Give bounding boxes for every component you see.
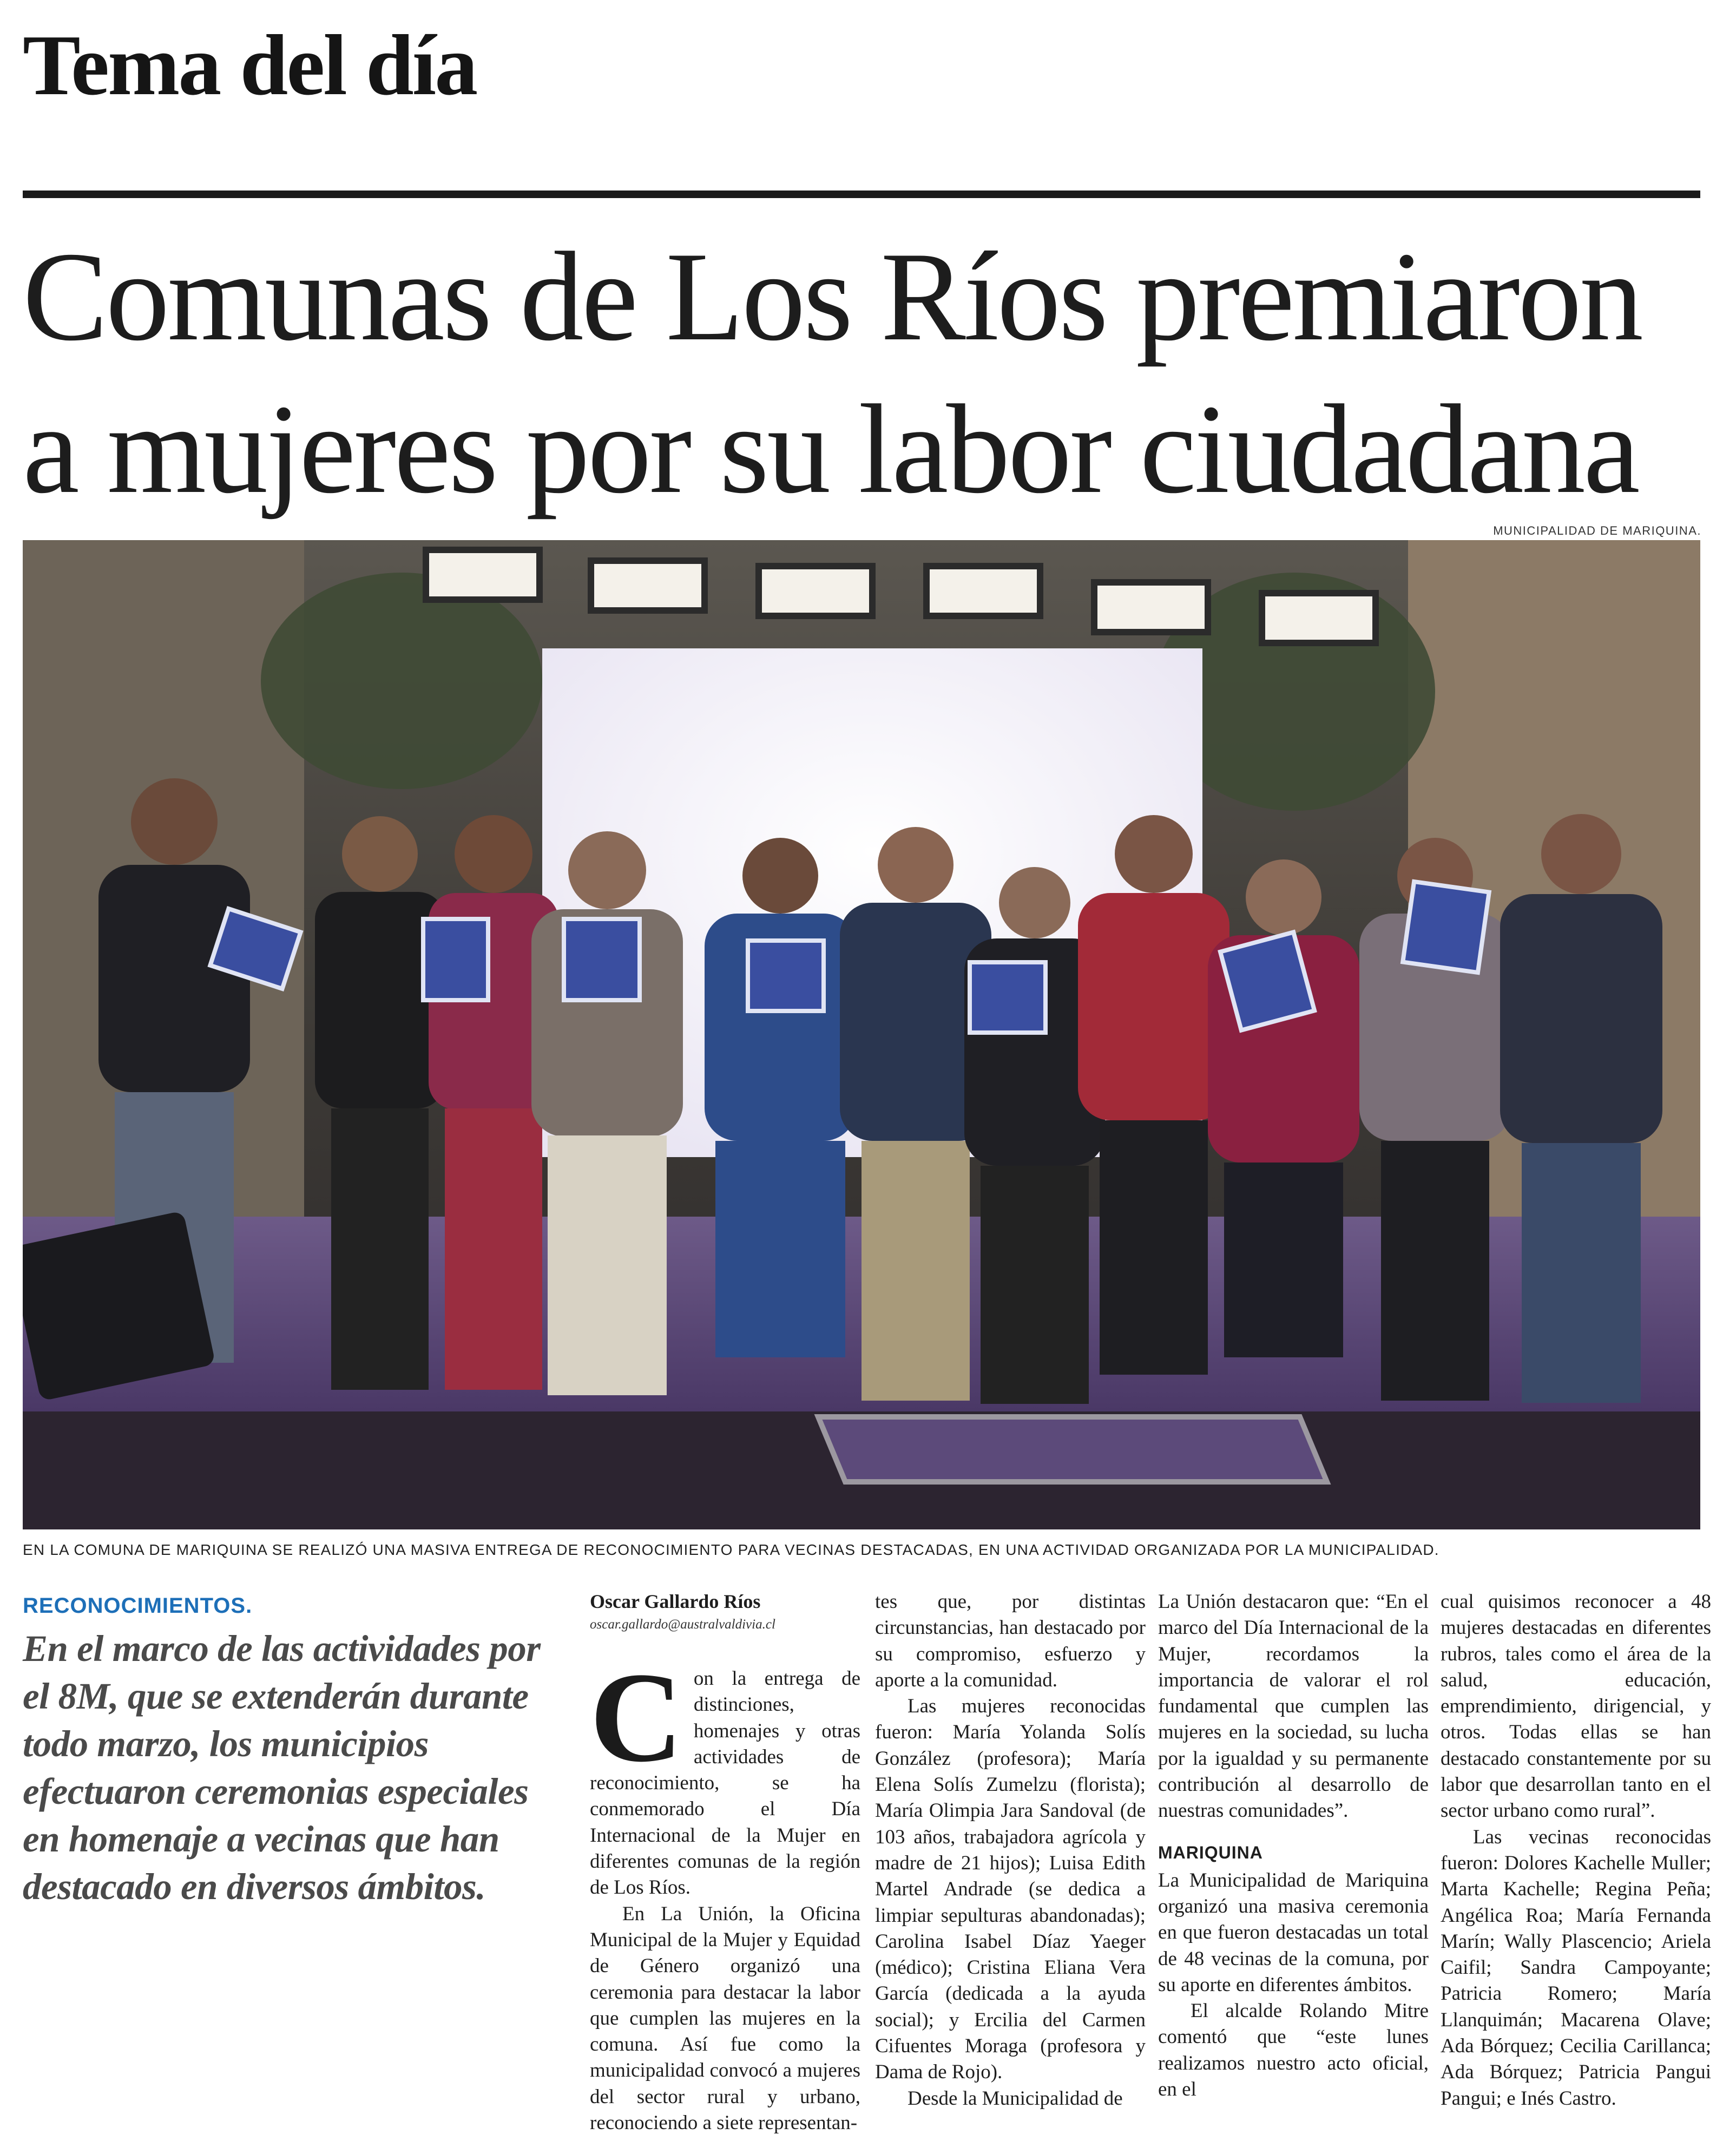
body-paragraph: La Municipalidad de Mariquina organizó una masiva ceremonia en que fueron destacadas un total de 48 vecinas de la comuna, por su aporte en diferentes ámbitos. (1158, 1869, 1429, 1996)
body-paragraph: El alcalde Rolando Mitre comentó que “este lunes realizamos nuestro acto oficial, en el (1158, 2000, 1429, 2101)
headline-line-2: a mujeres por su labor ciudadana (23, 379, 1638, 520)
lead-paragraph: En el marco de las actividades por el 8M, que se extenderán durante todo marzo, los municipios efectuaron ceremonias especiales en homenaje a vecinas que han destacado en diversos ámbitos. (23, 1628, 541, 1907)
photo-credit: MUNICIPALIDAD DE MARIQUINA. (1493, 524, 1701, 537)
body-paragraph: Las vecinas reconocidas fueron: Dolores Kachelle Muller; Marta Kachelle; Regina Peña; Angélica Roa; María Fernanda Marín; Wally Plascencio; Ariela Caifil; Sandra Campoyante; Patricia Romero; María Llanquimán; Macarena Olave; Ada Bórquez; Cecilia Carillanca; Ada Bórquez; Patricia Pangui Pangui; e Inés Castro. (1441, 1825, 1711, 2110)
person (705, 838, 856, 1357)
body-column-4 (1441, 1589, 1711, 2112)
body-paragraph: Desde la Municipalidad de (908, 2087, 1123, 2110)
kicker: RECONOCIMIENTOS. (23, 1594, 253, 1618)
body-paragraph: En La Unión, la Oficina Municipal de la Mujer y Equidad de Género organizó una ceremonia para destacar la labor que cumplen las mujeres en la comuna. Así fue como la municipalidad convocó a mujeres del sector rural y urbano, reconociendo a siete representan- (590, 1902, 860, 2135)
body-column-1 (590, 1589, 860, 2136)
dropcap: C (590, 1646, 683, 1789)
headline (23, 221, 1727, 526)
person (1500, 814, 1662, 1403)
body-column-3 (1158, 1589, 1429, 2103)
person (1078, 815, 1229, 1375)
body-paragraph: tes que, por distintas circunstancias, han destacado por su compromiso, esfuerzo y aporte a la comunidad. (875, 1591, 1146, 1691)
section-title: Tema del día (23, 17, 477, 113)
person (315, 816, 445, 1390)
body-column-2 (875, 1589, 1146, 2112)
body-paragraph (590, 1646, 860, 1901)
body-paragraph: Las mujeres reconocidas fueron: María Yolanda Solís González (profesora); María Elena Solís Zumelzu (florista); María Olimpia Jara Sandoval (de 103 años, trabajadora agrícola y madre de 21 hijos); Luisa Edith Martel Andrade (se dedica a limpiar sepulturas abandonadas); Carolina Isabel Díaz Yaeger (médico); Cristina Eliana Vera García (dedicada a la ayuda social); y Ercilia del Carmen Cifuentes Moraga (profesora y Dama de Rojo). (875, 1695, 1146, 2084)
byline-author: Oscar Gallardo Ríos (590, 1591, 761, 1612)
top-divider (23, 191, 1700, 198)
body-paragraph: La Unión destacaron que: “En el marco del Día Internacional de la Mujer, recordamos la importancia de valorar el rol fundamental que cumplen las mujeres en la sociedad, su lucha por la igualdad y su permanente contribución al desarrollo de nuestras comunidades”. (1158, 1591, 1429, 1822)
body-text: on la entrega de distinciones, homenajes y otras actividades de reconocimiento, se ha conmemorado el Día Internacional de la Mujer en diferentes comunas de la región de Los Ríos. (590, 1667, 860, 1899)
headline-line-1: Comunas de Los Ríos premiaron (23, 226, 1641, 367)
article-photo (23, 540, 1700, 1529)
stage-steps (818, 1417, 1327, 1482)
person (531, 831, 683, 1395)
body-paragraph: cual quisimos reconocer a 48 mujeres destacadas en diferentes rubros, tales como el área de la salud, educación, emprendimiento, dirigencial, y otros. Todas ellas se han destacado constantemente por su labor que desarrollan tanto en el sector urbano como rural”. (1441, 1591, 1711, 1822)
photo-caption: EN LA COMUNA DE MARIQUINA SE REALIZÓ UNA MASIVA ENTREGA DE RECONOCIMIENTO PARA VECINAS DESTACADAS, EN UNA ACTIVIDAD ORGANIZADA POR LA MUNICIPALIDAD. (23, 1541, 1439, 1558)
subhead: MARIQUINA (1158, 1842, 1263, 1862)
byline-email: oscar.gallardo@australvaldivia.cl (590, 1617, 775, 1632)
